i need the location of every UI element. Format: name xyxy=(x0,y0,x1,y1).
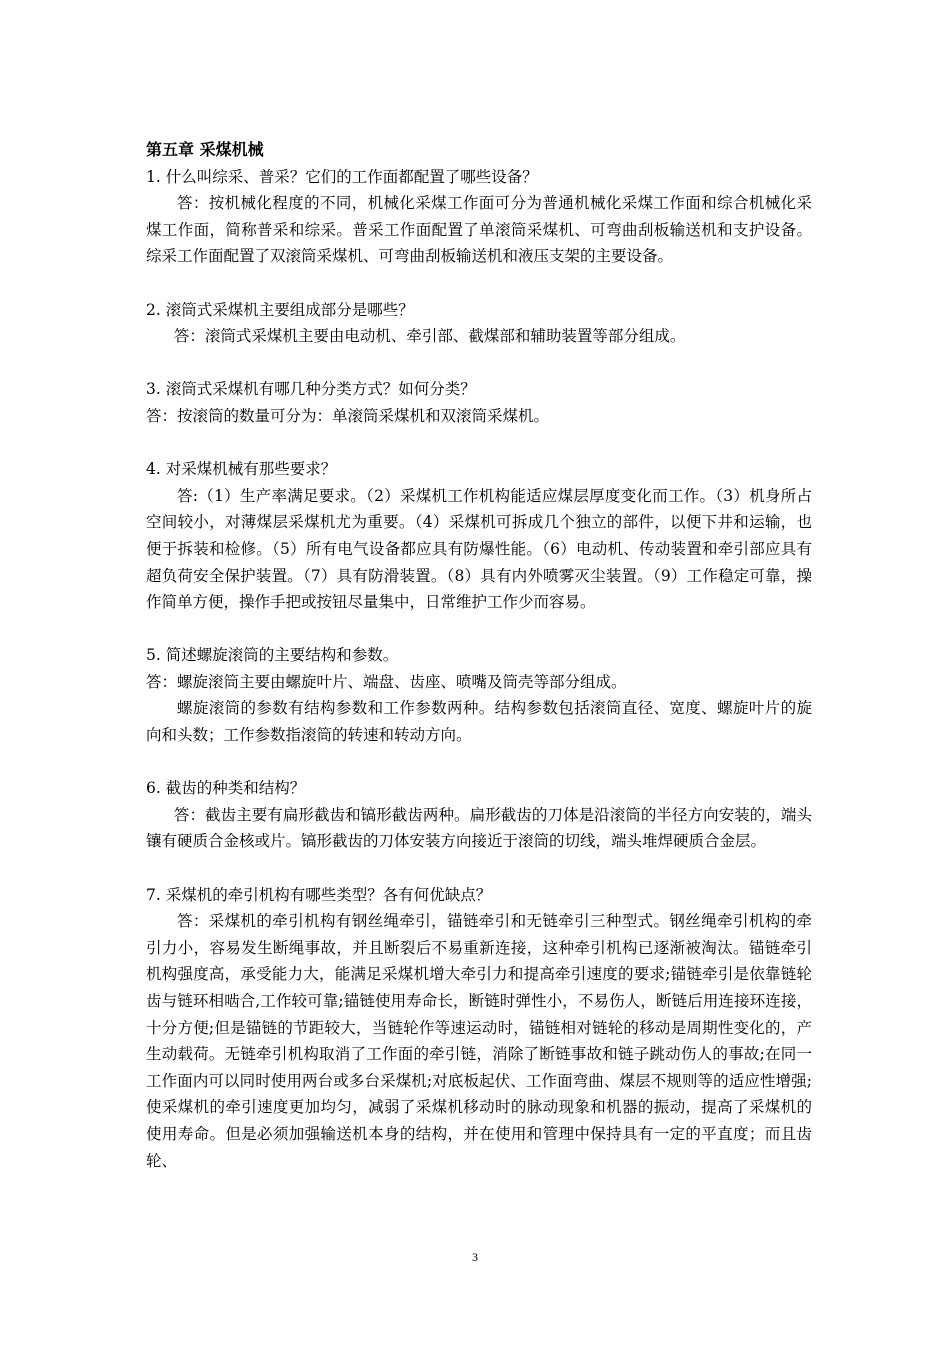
document-body xyxy=(146,137,812,1174)
question-4: 4. 对采煤机械有那些要求？ xyxy=(146,460,337,479)
answer-5-continued: 螺旋滚筒的参数有结构参数和工作参数两种。结构参数包括滚筒直径、宽度、螺旋叶片的旋向和头数；工作参数指滚筒的转速和转动方向。 xyxy=(146,699,812,745)
spacer xyxy=(146,350,812,377)
answer-6: 答：截齿主要有扁形截齿和镐形截齿两种。扁形截齿的刀体是沿滚筒的半径方向安装的，端头镶有硬质合金核或片。镐形截齿的刀体安装方向接近于滚筒的切线，端头堆焊硬质合金层。 xyxy=(146,805,812,851)
spacer xyxy=(146,855,812,882)
question-2: 2. 滚筒式采煤机主要组成部分是哪些？ xyxy=(146,300,414,319)
question-3: 3. 滚筒式采煤机有哪几种分类方式？如何分类？ xyxy=(146,380,476,399)
chapter-title: 第五章 采煤机械 xyxy=(146,140,264,159)
question-7: 7. 采煤机的牵引机构有哪些类型？各有何优缺点？ xyxy=(146,885,492,904)
spacer xyxy=(146,270,812,297)
answer-4: 答:（1）生产率满足要求。（2）采煤机工作机构能适应煤层厚度变化而工作。（3）机身所占空间较小，对薄煤层采煤机尤为重要。（4）采煤机可拆成几个独立的部件，以便下井和运输，也便于拆装和检修。（5）所有电气设备都应具有防爆性能。（6）电动机、传动装置和牵引部应具有超负荷安全保护装置。（7）具有防滑装置。（8）具有内外喷雾灭尘装置。（9）工作稳定可靠，操作简单方便，操作手把或按钮尽量集中，日常维护工作少而容易。 xyxy=(146,486,812,612)
spacer xyxy=(146,430,812,457)
answer-1: 答：按机械化程度的不同，机械化采煤工作面可分为普通机械化采煤工作面和综合机械化采煤工作面，简称普采和综采。普采工作面配置了单滚筒采煤机、可弯曲刮板输送机和支护设备。综采工作面配置了双滚筒采煤机、可弯曲刮板输送机和液压支架的主要设备。 xyxy=(146,194,812,266)
answer-3: 答：按滚筒的数量可分为：单滚筒采煤机和双滚筒采煤机。 xyxy=(146,406,550,425)
question-5: 5. 简述螺旋滚筒的主要结构和参数。 xyxy=(146,646,399,665)
question-1: 1. 什么叫综采、普采？它们的工作面都配置了哪些设备？ xyxy=(146,167,538,186)
page-number: 3 xyxy=(472,1250,478,1264)
spacer xyxy=(146,749,812,776)
answer-2: 答：滚筒式采煤机主要由电动机、牵引部、截煤部和辅助装置等部分组成。 xyxy=(173,327,686,346)
answer-7: 答：采煤机的牵引机构有钢丝绳牵引，锚链牵引和无链牵引三种型式。钢丝绳牵引机构的牵引力小，容易发生断绳事故，并且断裂后不易重新连接，这种牵引机构已逐渐被淘汰。锚链牵引机构强度高，承受能力大，能满足采煤机增大牵引力和提高牵引速度的要求;锚链牵引是依靠链轮齿与链环相啮合,工作较可靠;锚链使用寿命长，断链时弹性小，不易伤人，断链后用连接环连接，十分方便;但是锚链的节距较大，当链轮作等速运动时，锚链相对链轮的移动是周期性变化的，产生动载荷。无链牵引机构取消了工作面的牵引链，消除了断链事故和链子跳动伤人的事故;在同一工作面内可以同时使用两台或多台采煤机;对底板起伏、工作面弯曲、煤层不规则等的适应性增强;使采煤机的牵引速度更加均匀，减弱了采煤机移动时的脉动现象和机器的振动，提高了采煤机的使用寿命。但是必须加强输送机本身的结构，并在使用和管理中保持具有一定的平直度；而且齿轮、 xyxy=(146,912,812,1170)
spacer xyxy=(146,616,812,643)
question-6: 6. 截齿的种类和结构？ xyxy=(146,779,306,798)
answer-5: 答：螺旋滚筒主要由螺旋叶片、端盘、齿座、喷嘴及筒壳等部分组成。 xyxy=(146,672,627,691)
